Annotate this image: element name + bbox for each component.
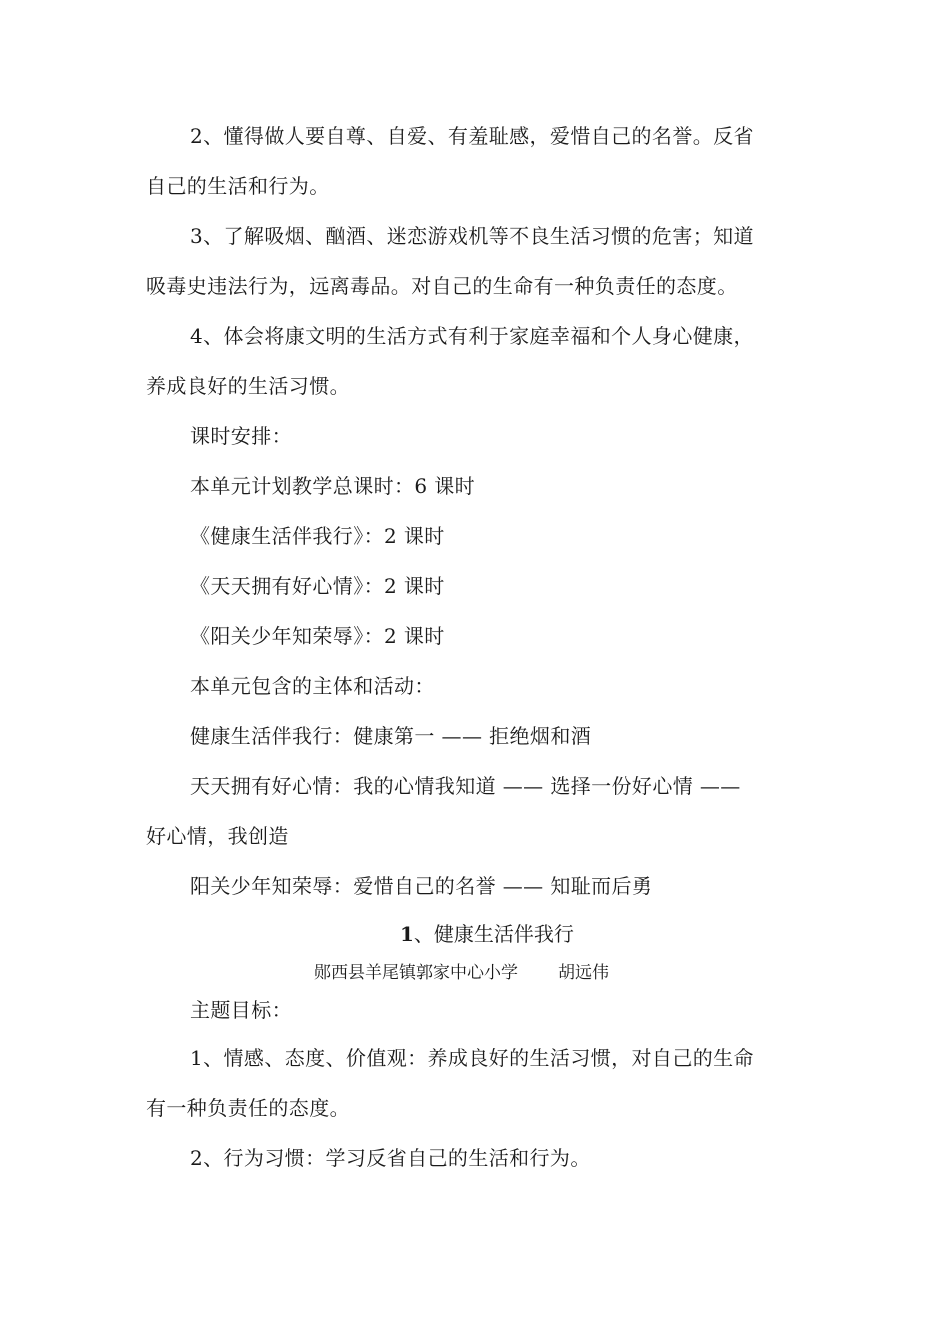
paragraph-line: 本单元计划教学总课时：6 课时 — [190, 474, 476, 498]
lesson-title-text: 、健康生活伴我行 — [413, 922, 574, 946]
section-heading: 课时安排： — [190, 424, 292, 448]
paragraph-line: 阳关少年知荣辱：爱惜自己的名誉 —— 知耻而后勇 — [190, 874, 653, 898]
author-school: 郧西县羊尾镇郭家中心小学 — [314, 963, 518, 983]
paragraph-line: 健康生活伴我行：健康第一 —— 拒绝烟和酒 — [190, 724, 592, 748]
section-heading: 本单元包含的主体和活动： — [190, 674, 435, 698]
paragraph-line: 《阳关少年知荣辱》：2 课时 — [190, 624, 445, 648]
author-name: 胡远伟 — [558, 963, 609, 983]
paragraph-line: 有一种负责任的态度。 — [146, 1096, 350, 1120]
paragraph-line: 1、情感、态度、价值观：养成良好的生活习惯，对自己的生命 — [190, 1046, 754, 1070]
paragraph-line: 《健康生活伴我行》：2 课时 — [190, 524, 445, 548]
paragraph-line: 养成良好的生活习惯。 — [146, 374, 350, 398]
paragraph-line: 自己的生活和行为。 — [146, 174, 330, 198]
paragraph-line: 3、了解吸烟、酗酒、迷恋游戏机等不良生活习惯的危害；知道 — [190, 224, 754, 248]
paragraph-line: 天天拥有好心情：我的心情我知道 —— 选择一份好心情 —— — [190, 774, 741, 798]
lesson-title — [400, 922, 574, 946]
paragraph-line: 2、懂得做人要自尊、自爱、有羞耻感，爱惜自己的名誉。反省 — [190, 124, 754, 148]
paragraph-line: 吸毒史违法行为，远离毒品。对自己的生命有一种负责任的态度。 — [146, 274, 738, 298]
lesson-number: 1 — [400, 922, 414, 946]
section-heading: 主题目标： — [190, 998, 292, 1022]
paragraph-line: 《天天拥有好心情》：2 课时 — [190, 574, 445, 598]
paragraph-line: 2、行为习惯：学习反省自己的生活和行为。 — [190, 1146, 591, 1170]
paragraph-line: 4、体会将康文明的生活方式有利于家庭幸福和个人身心健康， — [190, 324, 754, 348]
paragraph-line: 好心情，我创造 — [146, 824, 289, 848]
author-line — [314, 963, 609, 983]
